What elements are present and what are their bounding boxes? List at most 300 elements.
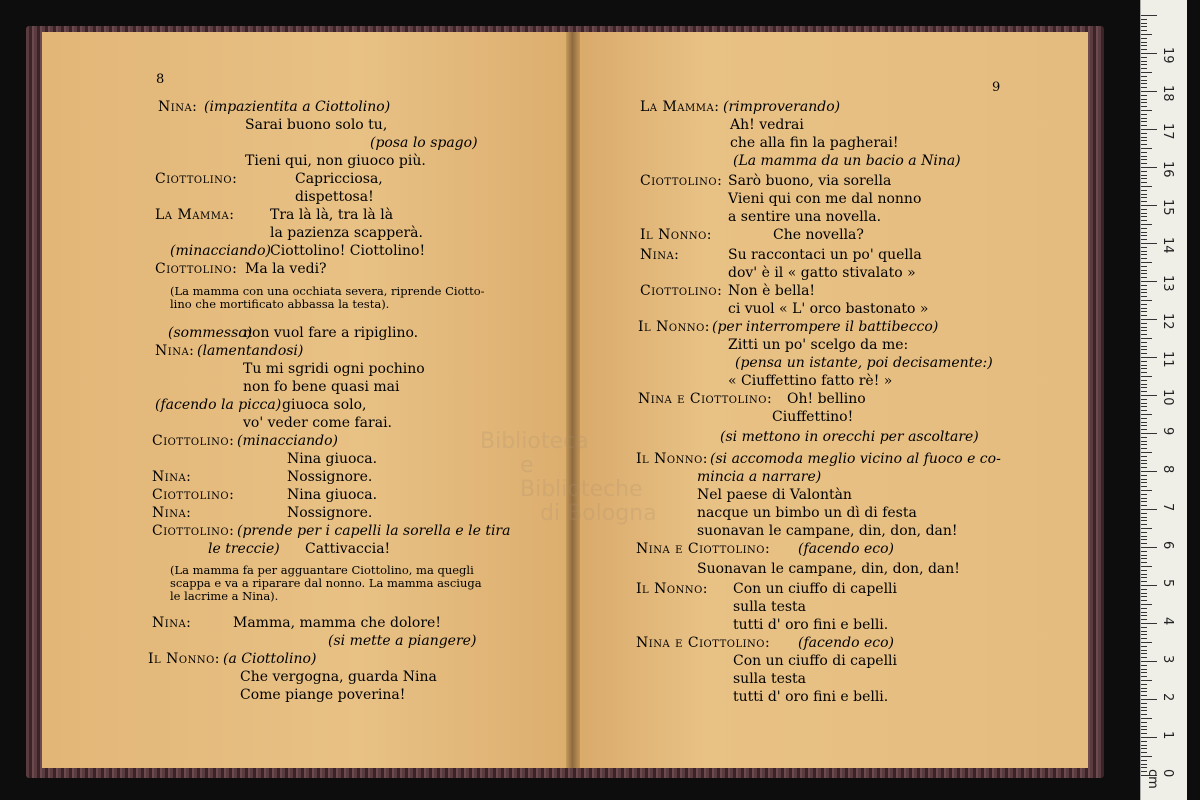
ruler-tick: [1141, 353, 1147, 354]
ruler-tick: [1141, 167, 1157, 168]
verse-line: Nina giuoca.: [287, 451, 378, 467]
ruler-tick: [1141, 129, 1157, 130]
ruler-tick: [1141, 467, 1147, 468]
ruler-tick: [1141, 296, 1147, 297]
ruler-tick: [1141, 498, 1147, 499]
ruler-tick: [1141, 308, 1147, 309]
ruler-tick: [1141, 764, 1147, 765]
ruler-tick: [1141, 460, 1147, 461]
stage-direction: mincia a narrare): [697, 469, 822, 485]
ruler-tick: [1141, 433, 1157, 434]
verse-line: non vuol fare a ripiglino.: [243, 325, 419, 341]
ruler-tick: [1141, 178, 1147, 179]
ruler-tick: [1141, 186, 1152, 187]
ruler-tick: [1141, 254, 1147, 255]
ruler-tick: [1141, 729, 1147, 730]
ruler-tick: [1141, 235, 1147, 236]
ruler-tick: [1141, 201, 1147, 202]
ruler-tick: [1141, 437, 1147, 438]
ruler-tick: [1141, 315, 1147, 316]
ruler-tick: [1141, 175, 1147, 176]
stage-direction: (pensa un istante, poi decisamente:): [735, 355, 993, 371]
ruler-tick: [1141, 209, 1147, 210]
page-number-right: 9: [992, 80, 1001, 95]
ruler-tick: [1141, 574, 1147, 575]
ruler-tick: [1141, 110, 1152, 111]
stage-direction: (rimproverando): [723, 99, 841, 115]
ruler-tick: [1141, 277, 1147, 278]
ruler-number: 19: [1160, 47, 1175, 64]
ruler-tick: [1141, 570, 1147, 571]
ruler-tick: [1141, 623, 1157, 624]
ruler-number: 1: [1160, 731, 1175, 740]
ruler-tick: [1141, 68, 1147, 69]
ruler-tick: [1141, 756, 1152, 757]
verse-line: Non è bella!: [728, 283, 816, 299]
verse-line: Nossignore.: [287, 469, 373, 485]
speaker-name: Nina:: [155, 343, 195, 359]
ruler-tick: [1141, 365, 1147, 366]
ruler-tick: [1141, 638, 1147, 639]
ruler-number: 16: [1160, 161, 1175, 178]
ruler-tick: [1141, 444, 1147, 445]
verse-line: sulla testa: [733, 599, 807, 615]
verse-line: Cattivaccia!: [305, 541, 391, 557]
ruler-tick: [1141, 95, 1147, 96]
ruler-tick: [1141, 399, 1147, 400]
ruler-tick: [1141, 672, 1147, 673]
ruler-tick: [1141, 391, 1147, 392]
stage-direction: (posa lo spago): [370, 135, 478, 151]
ruler-tick: [1141, 646, 1147, 647]
ruler-tick: [1141, 372, 1147, 373]
ruler-tick: [1141, 148, 1152, 149]
stage-direction: (lamentandosi): [197, 343, 304, 359]
ruler-tick: [1141, 80, 1147, 81]
ruler-number: 7: [1160, 503, 1175, 512]
ruler-tick: [1141, 330, 1147, 331]
ruler-number: 5: [1160, 579, 1175, 588]
ruler-tick: [1141, 57, 1147, 58]
ruler-tick: [1141, 733, 1147, 734]
ruler-tick: [1141, 482, 1147, 483]
ruler-tick: [1141, 281, 1157, 282]
speaker-name: La Mamma:: [155, 207, 235, 223]
speaker-name: Il Nonno:: [636, 451, 708, 467]
ruler-tick: [1141, 395, 1157, 396]
ruler-tick: [1141, 414, 1152, 415]
stage-direction: (facendo eco): [798, 541, 894, 557]
ruler-tick: [1141, 665, 1147, 666]
ruler-tick: [1141, 581, 1147, 582]
ruler-tick: [1141, 140, 1147, 141]
verse-line: Suonavan le campane, din, don, dan!: [697, 561, 960, 577]
verse-line: Mamma, mamma che dolore!: [233, 615, 441, 631]
ruler-tick: [1141, 737, 1157, 738]
ruler-tick: [1141, 23, 1147, 24]
ruler-number: 2: [1160, 693, 1175, 702]
ruler-tick: [1141, 387, 1147, 388]
verse-line: vo' veder come farai.: [243, 415, 392, 431]
stage-direction: (a Ciottolino): [223, 651, 317, 667]
ruler-number: 3: [1160, 655, 1175, 664]
verse-line: Come piange poverina!: [240, 687, 406, 703]
verse-line: la pazienza scapperà.: [270, 225, 423, 241]
speaker-name: Nina:: [152, 505, 192, 521]
ruler-tick: [1141, 501, 1147, 502]
ruler-number: 15: [1160, 199, 1175, 216]
ruler-tick: [1141, 403, 1147, 404]
ruler-tick: [1141, 589, 1147, 590]
ruler-tick: [1141, 368, 1147, 369]
ruler-tick: [1141, 30, 1147, 31]
ruler-tick: [1141, 262, 1152, 263]
ruler-number: 6: [1160, 541, 1175, 550]
ruler-tick: [1141, 494, 1147, 495]
verse-line: Che vergogna, guarda Nina: [240, 669, 437, 685]
ruler-tick: [1141, 657, 1147, 658]
ruler-number: 18: [1160, 85, 1175, 102]
ruler-tick: [1141, 304, 1147, 305]
speaker-name: Nina:: [152, 615, 192, 631]
verse-line: Con un ciuffo di capelli: [733, 653, 898, 669]
ruler-tick: [1141, 380, 1147, 381]
ruler-tick: [1141, 676, 1147, 677]
speaker-name: Il Nonno:: [148, 651, 220, 667]
ruler-tick: [1141, 745, 1147, 746]
ruler-tick: [1141, 376, 1152, 377]
ruler-tick: [1141, 418, 1147, 419]
ruler-tick: [1141, 49, 1147, 50]
ruler-tick: [1141, 83, 1147, 84]
speaker-name: Il Nonno:: [638, 319, 710, 335]
watermark-line: e Biblioteche: [520, 453, 643, 502]
verse-line: Nel paese di Valontàn: [697, 487, 852, 503]
ruler-tick: [1141, 99, 1147, 100]
speaker-name: Nina:: [152, 469, 192, 485]
verse-line: ci vuol « L' orco bastonato »: [728, 301, 929, 317]
ruler-tick: [1141, 490, 1152, 491]
verse-line: tutti d' oro fini e belli.: [733, 689, 889, 705]
ruler-tick: [1141, 441, 1147, 442]
stage-direction: lino che mortificato abbassa la testa).: [170, 297, 390, 311]
ruler-tick: [1141, 194, 1147, 195]
ruler-tick: [1141, 608, 1147, 609]
ruler-tick: [1141, 34, 1152, 35]
verse-line: Tu mi sgridi ogni pochino: [243, 361, 425, 377]
ruler-tick: [1141, 64, 1147, 65]
stage-direction: scappa e va a riparare dal nonno. La mamma asciuga: [170, 576, 482, 590]
ruler-tick: [1141, 349, 1147, 350]
speaker-name: La Mamma:: [640, 99, 720, 115]
ruler-tick: [1141, 216, 1147, 217]
verse-line: Vieni qui con me dal nonno: [728, 191, 922, 207]
stage-direction: (La mamma da un bacio a Nina): [733, 153, 961, 169]
verse-line: non fo bene quasi mai: [243, 379, 400, 395]
ruler-tick: [1141, 273, 1147, 274]
verse-line: Che novella?: [773, 227, 864, 243]
ruler-tick: [1141, 463, 1147, 464]
ruler-tick: [1141, 152, 1147, 153]
ruler-number: 10: [1160, 389, 1175, 406]
stage-direction: (prende per i capelli la sorella e le tira: [237, 523, 511, 539]
ruler-tick: [1141, 471, 1157, 472]
ruler-tick: [1141, 76, 1147, 77]
ruler-tick: [1141, 258, 1147, 259]
ruler-tick: [1141, 593, 1147, 594]
ruler-number: 4: [1160, 617, 1175, 626]
ruler-tick: [1141, 319, 1157, 320]
ruler-tick: [1141, 642, 1152, 643]
ruler-tick: [1141, 342, 1147, 343]
ruler-tick: [1141, 121, 1147, 122]
verse-line: dov' è il « gatto stivalato »: [728, 265, 916, 281]
ruler-tick: [1141, 684, 1147, 685]
ruler-tick: [1141, 292, 1147, 293]
ruler-tick: [1141, 163, 1147, 164]
ruler-number: 17: [1160, 123, 1175, 140]
verse-line: a sentire una novella.: [728, 209, 882, 225]
stage-direction: le lacrime a Nina).: [170, 589, 279, 603]
stage-direction: le treccie): [208, 541, 280, 557]
ruler-tick: [1141, 631, 1147, 632]
verse-line: Ma la vedi?: [245, 261, 327, 277]
ruler-tick: [1141, 486, 1147, 487]
ruler-tick: [1141, 338, 1152, 339]
ruler-tick: [1141, 566, 1152, 567]
ruler-number: 11: [1160, 351, 1175, 368]
ruler-tick: [1141, 528, 1152, 529]
verse-line: giuoca solo,: [282, 397, 367, 413]
ruler-tick: [1141, 232, 1147, 233]
ruler-tick: [1141, 760, 1147, 761]
ruler-tick: [1141, 577, 1147, 578]
ruler-tick: [1141, 106, 1147, 107]
stage-direction: (La mamma fa per agguantare Ciottolino, ma quegli: [170, 563, 474, 577]
ruler-tick: [1141, 334, 1147, 335]
ruler-tick: [1141, 137, 1147, 138]
ruler-tick: [1141, 42, 1147, 43]
stage-direction: (sommesso): [168, 325, 253, 341]
verse-line: Tra là là, tra là là: [270, 207, 394, 223]
speaker-name: Ciottolino:: [152, 523, 235, 539]
speaker-name: Ciottolino:: [640, 283, 723, 299]
speaker-name: Ciottolino:: [155, 261, 238, 277]
ruler-tick: [1141, 600, 1147, 601]
ruler-tick: [1141, 425, 1147, 426]
stage-direction: (facendo eco): [798, 635, 894, 651]
verse-line: suonavan le campane, din, don, dan!: [697, 523, 958, 539]
ruler-tick: [1141, 190, 1147, 191]
stage-direction: (minacciando): [170, 243, 271, 259]
verse-line: Nina giuoca.: [287, 487, 378, 503]
ruler-tick: [1141, 748, 1147, 749]
ruler-tick: [1141, 536, 1147, 537]
ruler-tick: [1141, 53, 1157, 54]
verse-line: nacque un bimbo un dì di festa: [697, 505, 917, 521]
ruler-tick: [1141, 726, 1147, 727]
stage-direction: (minacciando): [237, 433, 338, 449]
ruler-tick: [1141, 585, 1157, 586]
verse-line: Zitti un po' scelgo da me:: [728, 337, 909, 353]
watermark-line: di Bologna: [540, 501, 657, 526]
ruler-number: 14: [1160, 237, 1175, 254]
ruler-tick: [1141, 26, 1147, 27]
stage-direction: (La mamma con una occhiata severa, riprende Ciotto-: [170, 284, 485, 298]
speaker-name: Il Nonno:: [636, 581, 708, 597]
ruler-tick: [1141, 72, 1152, 73]
ruler-tick: [1141, 596, 1147, 597]
ruler-tick: [1141, 243, 1157, 244]
ruler-tick: [1141, 710, 1147, 711]
ruler-tick: [1141, 19, 1147, 20]
verse-line: Con un ciuffo di capelli: [733, 581, 898, 597]
ruler-tick: [1141, 61, 1147, 62]
ruler-tick: [1141, 456, 1147, 457]
ruler-tick: [1141, 448, 1147, 449]
speaker-name: Nina e Ciottolino:: [636, 635, 771, 651]
speaker-name: Il Nonno:: [640, 227, 712, 243]
verse-line: Su raccontaci un po' quella: [728, 247, 922, 263]
ruler-tick: [1141, 197, 1147, 198]
verse-line: Oh! bellino: [787, 391, 866, 407]
ruler-tick: [1141, 543, 1147, 544]
ruler-tick: [1141, 695, 1147, 696]
ruler-tick: [1141, 327, 1147, 328]
ruler-tick: [1141, 520, 1147, 521]
stage-direction: (si mette a piangere): [328, 633, 477, 649]
speaker-name: Nina:: [158, 99, 198, 115]
ruler-tick: [1141, 479, 1147, 480]
ruler-tick: [1141, 228, 1147, 229]
speaker-name: Nina:: [640, 247, 680, 263]
ruler-tick: [1141, 524, 1147, 525]
ruler-number: 13: [1160, 275, 1175, 292]
ruler-tick: [1141, 661, 1157, 662]
ruler-tick: [1141, 517, 1147, 518]
ruler-tick: [1141, 15, 1157, 16]
speaker-name: Ciottolino:: [152, 433, 235, 449]
ruler-tick: [1141, 532, 1147, 533]
ruler-tick: [1141, 429, 1147, 430]
ruler-tick: [1141, 125, 1147, 126]
verse-line: « Ciuffettino fatto rè! »: [728, 373, 893, 389]
speaker-name: Nina e Ciottolino:: [638, 391, 773, 407]
ruler-tick: [1141, 91, 1157, 92]
ruler-tick: [1141, 266, 1147, 267]
verse-line: Nossignore.: [287, 505, 373, 521]
verse-line: Sarò buono, via sorella: [728, 173, 892, 189]
ruler-number: 9: [1160, 427, 1175, 436]
ruler-tick: [1141, 224, 1152, 225]
stage-direction: (per interrompere il battibecco): [712, 319, 939, 335]
stage-direction: (si mettono in orecchi per ascoltare): [720, 429, 979, 445]
ruler-tick: [1141, 714, 1147, 715]
verse-line: tutti d' oro fini e belli.: [733, 617, 889, 633]
ruler-tick: [1141, 475, 1147, 476]
ruler-tick: [1141, 699, 1157, 700]
ruler-tick: [1141, 707, 1147, 708]
ruler-tick: [1141, 357, 1157, 358]
ruler-tick: [1141, 752, 1147, 753]
ruler-tick: [1141, 688, 1147, 689]
verse-line: che alla fin la pagherai!: [730, 135, 899, 151]
ruler-tick: [1141, 634, 1147, 635]
ruler-tick: [1141, 612, 1147, 613]
speaker-name: Ciottolino:: [640, 173, 723, 189]
stage-direction: (si accomoda meglio vicino al fuoco e co-: [710, 451, 1001, 467]
ruler-tick: [1141, 323, 1147, 324]
ruler-tick: [1141, 722, 1147, 723]
ruler-tick: [1141, 144, 1147, 145]
ruler-tick: [1141, 102, 1147, 103]
ruler-tick: [1141, 562, 1147, 563]
ruler-tick: [1141, 619, 1147, 620]
ruler-tick: [1141, 539, 1147, 540]
verse-line: Sarai buono solo tu,: [245, 117, 388, 133]
ruler-tick: [1141, 551, 1147, 552]
ruler-tick: [1141, 38, 1147, 39]
ruler-tick: [1141, 452, 1152, 453]
ruler-tick: [1141, 171, 1147, 172]
stage-direction: (impazientita a Ciottolino): [204, 99, 391, 115]
ruler-tick: [1141, 133, 1147, 134]
speaker-name: Ciottolino:: [152, 487, 235, 503]
ruler-tick: [1141, 422, 1147, 423]
ruler-tick: [1141, 604, 1152, 605]
speaker-name: Ciottolino:: [155, 171, 238, 187]
ruler-tick: [1141, 156, 1147, 157]
ruler-tick: [1141, 627, 1147, 628]
ruler-tick: [1141, 547, 1157, 548]
speaker-name: Nina e Ciottolino:: [636, 541, 771, 557]
ruler-tick: [1141, 270, 1147, 271]
verse-line: Capricciosa,: [295, 171, 383, 187]
ruler-tick: [1141, 45, 1147, 46]
verse-line: sulla testa: [733, 671, 807, 687]
ruler-tick: [1141, 213, 1147, 214]
ruler-tick: [1141, 406, 1147, 407]
ruler-tick: [1141, 384, 1147, 385]
ruler-tick: [1141, 555, 1147, 556]
verse-line: dispettosa!: [295, 189, 374, 205]
ruler-tick: [1141, 285, 1147, 286]
ruler-tick: [1141, 311, 1147, 312]
ruler-tick: [1141, 239, 1147, 240]
ruler-tick: [1141, 741, 1147, 742]
ruler-tick: [1141, 346, 1147, 347]
ruler-tick: [1141, 410, 1147, 411]
library-watermark: [420, 300, 660, 526]
verse-line: Ciuffettino!: [772, 409, 854, 425]
ruler-tick: [1141, 718, 1152, 719]
ruler-tick: [1141, 220, 1147, 221]
ruler-tick: [1141, 505, 1147, 506]
ruler-tick: [1141, 251, 1147, 252]
ruler-tick: [1141, 289, 1147, 290]
ruler-tick: [1141, 513, 1147, 514]
ruler-tick: [1141, 680, 1152, 681]
measurement-ruler: [1140, 0, 1187, 800]
stage-direction: (facendo la picca): [155, 397, 282, 413]
watermark-line: Biblioteca: [480, 429, 589, 454]
ruler-tick: [1141, 159, 1147, 160]
ruler-tick: [1141, 118, 1147, 119]
ruler-tick: [1141, 361, 1147, 362]
verse-line: Ah! vedrai: [730, 117, 804, 133]
ruler-tick: [1141, 247, 1147, 248]
ruler-tick: [1141, 669, 1147, 670]
